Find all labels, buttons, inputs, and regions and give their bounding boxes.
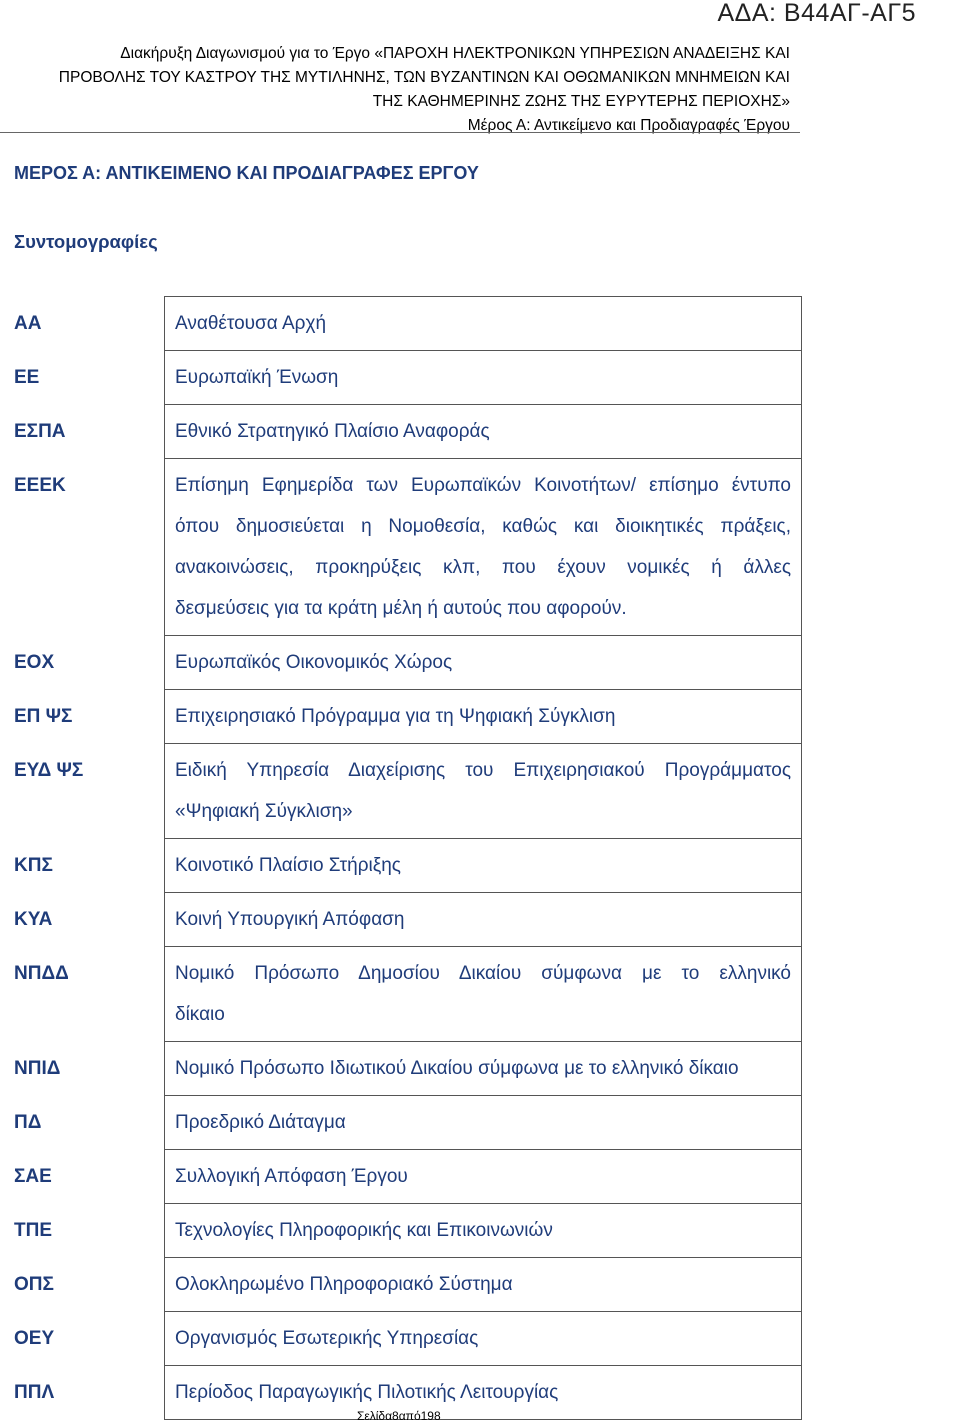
definition-line: Ολοκληρωμένο Πληροφοριακό Σύστημα [175,1274,513,1295]
abbreviation-cell: ΚΥΑ [14,908,53,930]
definition-line: Περίοδος Παραγωγικής Πιλοτικής Λειτουργίας [175,1382,559,1403]
definition-line: Επίσημη Εφημερίδα των Ευρωπαϊκών Κοινοτήτων/ επίσημο έντυπο [175,475,791,496]
definition-line: Οργανισμός Εσωτερικής Υπηρεσίας [175,1328,479,1349]
table-row [0,947,802,1042]
definition-cell [165,947,802,1042]
abbreviation-cell: ΚΠΣ [14,854,53,876]
definition-cell [165,839,802,893]
abbreviation-cell: ΝΠΙΔ [14,1057,61,1079]
table-row [0,351,802,405]
page-number: Σελίδα8από198 [357,1409,441,1423]
table-row [0,459,802,636]
definition-cell [165,1150,802,1204]
table-row [0,744,802,839]
table-row [0,1312,802,1366]
section-title: ΜΕΡΟΣ Α: ΑΝΤΙΚΕΙΜΕΝΟ ΚΑΙ ΠΡΟΔΙΑΓΡΑΦΕΣ ΕΡΓΟΥ [14,163,479,183]
table-row [0,690,802,744]
abbreviation-cell: ΟΠΣ [14,1273,54,1295]
document-code: ΑΔΑ: Β44ΑΓ-ΑΓ5 [717,0,916,27]
definition-line: δεσμεύσεις για τα κράτη μέλη ή αυτούς που αφορούν. [175,598,627,619]
definition-line: Συλλογική Απόφαση Έργου [175,1166,408,1187]
table-row [0,893,802,947]
table-row [0,1204,802,1258]
abbreviations-table [0,296,802,1420]
definition-cell [165,1096,802,1150]
abbreviation-cell: ΕΟΧ [14,651,55,673]
page-header [59,42,790,138]
definition-line: Ειδική Υπηρεσία Διαχείρισης του Επιχειρησιακού Προγράμματος [175,760,791,781]
abbreviations-heading: Συντομογραφίες [14,231,158,252]
definition-line: δίκαιο [175,1004,225,1025]
definition-cell [165,690,802,744]
table-row [0,1258,802,1312]
table-row [0,1150,802,1204]
definition-line: όπου δημοσιεύεται η Νομοθεσία, καθώς και διοικητικές πράξεις, [175,516,791,537]
header-divider [0,132,800,133]
abbreviation-cell: ΣΑΕ [14,1165,52,1187]
definition-cell [165,459,802,636]
header-line: Μέρος Α: Αντικείμενο και Προδιαγραφές Έργου [467,117,790,134]
definition-cell [165,744,802,839]
abbreviation-cell: ΠΔ [14,1111,42,1133]
definition-cell [165,1042,802,1096]
definition-line: «Ψηφιακή Σύγκλιση» [175,801,353,822]
definition-line: Τεχνολογίες Πληροφορικής και Επικοινωνιών [175,1220,553,1241]
definition-cell [165,297,802,351]
definition-line: Επιχειρησιακό Πρόγραμμα για τη Ψηφιακή Σύγκλιση [175,706,616,727]
definition-cell [165,1366,802,1420]
definition-line: ανακοινώσεις, προκηρύξεις κλπ, που έχουν νομικές ή άλλες [175,557,791,578]
abbreviation-cell: ΕΕΕΚ [14,474,66,496]
abbreviation-cell: ΕΥΔ ΨΣ [14,759,84,781]
abbreviation-cell: ΤΠΕ [14,1219,52,1241]
definition-line: Νομικό Πρόσωπο Ιδιωτικού Δικαίου σύμφωνα με το ελληνικό δίκαιο [175,1058,739,1079]
header-line: ΠΡΟΒΟΛΗΣ ΤΟΥ ΚΑΣΤΡΟΥ ΤΗΣ ΜΥΤΙΛΗΝΗΣ, ΤΩΝ ΒΥΖΑΝΤΙΝΩΝ ΚΑΙ ΟΘΩΜΑΝΙΚΩΝ ΜΝΗΜΕΙΩΝ ΚΑΙ [58,69,790,86]
header-line: ΤΗΣ ΚΑΘΗΜΕΡΙΝΗΣ ΖΩΗΣ ΤΗΣ ΕΥΡΥΤΕΡΗΣ ΠΕΡΙΟΧΗΣ» [372,93,790,110]
header-line: Διακήρυξη Διαγωνισμού για το Έργο «ΠΑΡΟΧΗ ΗΛΕΚΤΡΟΝΙΚΩΝ ΥΠΗΡΕΣΙΩΝ ΑΝΑΔΕΙΞΗΣ ΚΑΙ [120,45,790,62]
definition-cell [165,351,802,405]
abbreviation-cell: ΠΠΛ [14,1381,55,1403]
definition-line: Νομικό Πρόσωπο Δημοσίου Δικαίου σύμφωνα με το ελληνικό [175,963,791,984]
table-row [0,839,802,893]
definition-cell [165,405,802,459]
definition-cell [165,1312,802,1366]
definition-cell [165,1258,802,1312]
definition-cell [165,1204,802,1258]
table-row [0,1042,802,1096]
definition-line: Κοινή Υπουργική Απόφαση [175,909,405,930]
definition-cell [165,636,802,690]
definition-line: Εθνικό Στρατηγικό Πλαίσιο Αναφοράς [175,421,490,442]
definition-line: Κοινοτικό Πλαίσιο Στήριξης [175,855,401,876]
abbreviation-cell: ΝΠΔΔ [14,962,69,984]
abbreviation-cell: ΕΕ [14,366,40,388]
abbreviation-cell: ΑΑ [14,312,42,334]
table-row [0,1096,802,1150]
table-row [0,297,802,351]
definition-line: Ευρωπαϊκός Οικονομικός Χώρος [175,652,453,673]
abbreviation-cell: ΕΠ ΨΣ [14,705,73,727]
table-row [0,636,802,690]
definition-line: Ευρωπαϊκή Ένωση [175,367,339,388]
definition-line: Αναθέτουσα Αρχή [175,313,327,334]
abbreviation-cell: ΕΣΠΑ [14,420,66,442]
abbreviation-cell: ΟΕΥ [14,1327,55,1349]
definition-cell [165,893,802,947]
definition-line: Προεδρικό Διάταγμα [175,1112,346,1133]
table-row [0,405,802,459]
abbreviations-table-body [0,297,802,1420]
